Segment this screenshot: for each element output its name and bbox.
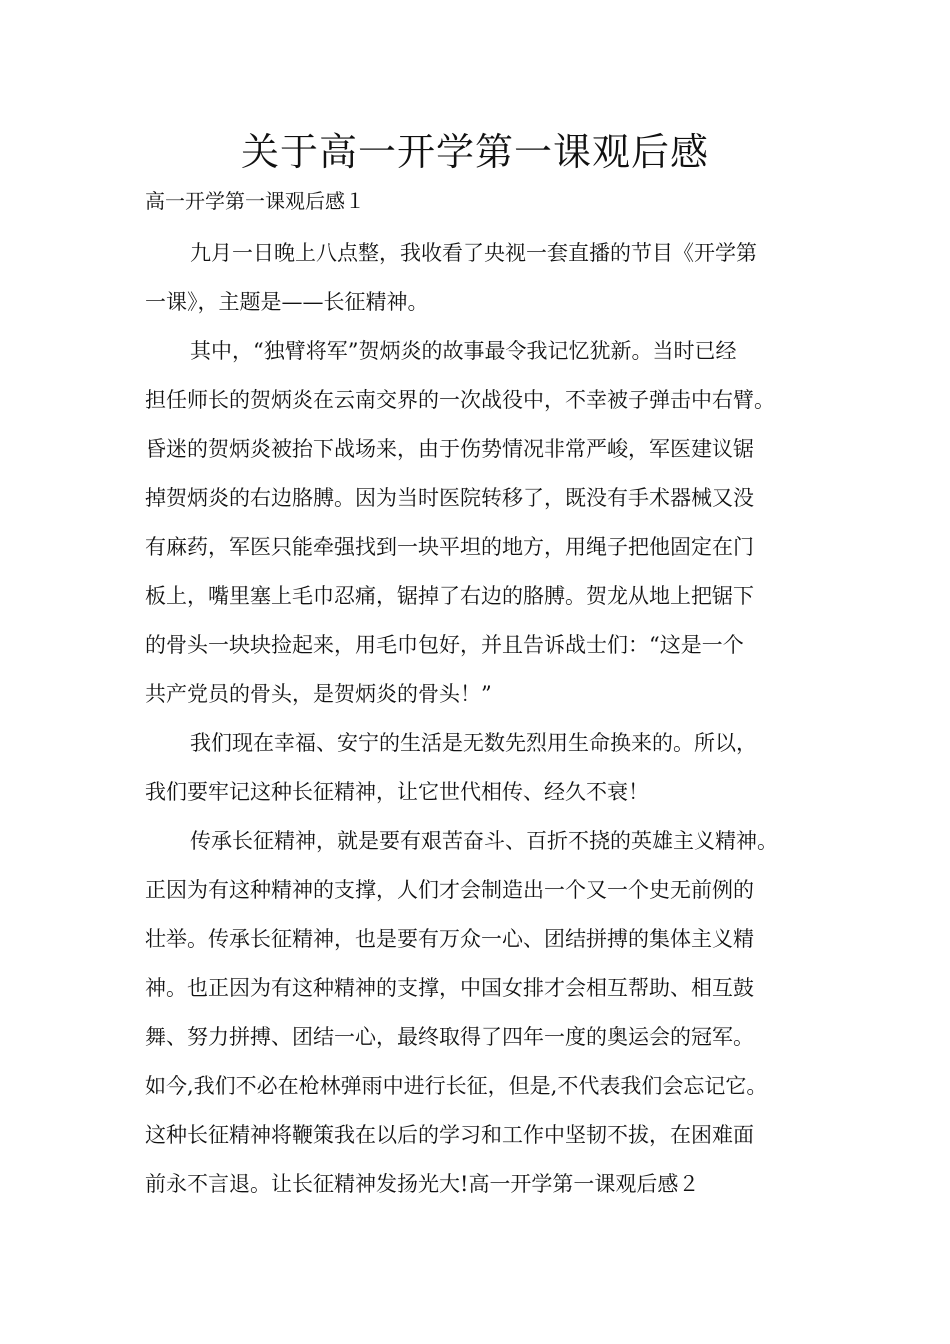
text-line: 神。也正因为有这种精神的支撑，中国女排才会相互帮助、相互鼓: [145, 976, 754, 1000]
text-line: 有麻药，军医只能牵强找到一块平坦的地方，用绳子把他固定在门: [145, 535, 754, 559]
text-line: 一课》，主题是——长征精神。: [145, 290, 429, 314]
text-line: 这种长征精神将鞭策我在以后的学习和工作中坚韧不拔，在困难面: [145, 1123, 754, 1147]
text-line: 掉贺炳炎的右边胳膊。因为当时医院转移了，既没有手术器械又没: [145, 486, 754, 510]
document-body: [145, 229, 833, 1209]
text-line: 我们现在幸福、安宁的生活是无数先烈用生命换来的。所以，: [190, 731, 757, 755]
text-line: 舞、努力拼搏、团结一心，最终取得了四年一度的奥运会的冠军。: [145, 1025, 754, 1049]
text-line: 正因为有这种精神的支撑，人们才会制造出一个又一个史无前例的: [145, 878, 754, 902]
text-line: 的骨头一块块捡起来，用毛巾包好，并且告诉战士们：“这是一个: [145, 633, 744, 657]
text-line: 板上，嘴里塞上毛巾忍痛，锯掉了右边的胳膊。贺龙从地上把锯下: [145, 584, 754, 608]
paragraph: [145, 327, 833, 719]
text-line: 共产党员的骨头，是贺炳炎的骨头！”: [145, 682, 492, 706]
text-line: 九月一日晚上八点整，我收看了央视一套直播的节目《开学第: [190, 241, 757, 265]
text-line: 其中，“独臂将军”贺炳炎的故事最令我记忆犹新。当时已经: [190, 339, 737, 363]
paragraph: [145, 817, 833, 1209]
paragraph: [145, 229, 833, 327]
text-line: 壮举。传承长征精神，也是要有万众一心、团结拼搏的集体主义精: [145, 927, 754, 951]
text-line: 前永不言退。让长征精神发扬光大!高一开学第一课观后感２: [145, 1172, 700, 1196]
paragraph: [145, 719, 833, 817]
text-line: 如今,我们不必在枪林弹雨中进行长征，但是,不代表我们会忘记它。: [145, 1074, 768, 1098]
section-subtitle: 高一开学第一课观后感１: [145, 189, 365, 213]
text-line: 昏迷的贺炳炎被抬下战场来，由于伤势情况非常严峻，军医建议锯: [145, 437, 754, 461]
text-line: 传承长征精神，就是要有艰苦奋斗、百折不挠的英雄主义精神。: [190, 829, 778, 853]
text-line: 担任师长的贺炳炎在云南交界的一次战役中，不幸被子弹击中右臂。: [145, 388, 775, 412]
text-line: 我们要牢记这种长征精神，让它世代相传、经久不衰！: [145, 780, 649, 804]
page-title: 关于高一开学第一课观后感: [240, 130, 709, 174]
